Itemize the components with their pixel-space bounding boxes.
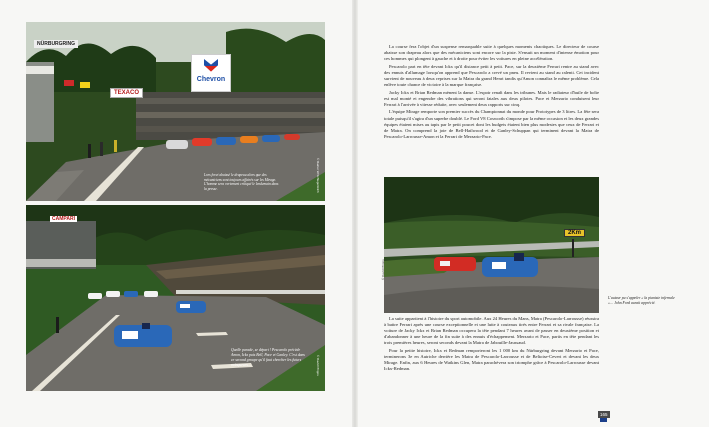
- paragraph-6: Pour la petite histoire, Ickx et Redman remporteront les 1 000 km du Nürburgring devant Merzario et Pace, terminerons 3e en Autriche derrière les Matra de Pescarolo-Larrousse et de Beltoise-Cevert et devant les deux Mirage. Enfin, aux 6 Heures de Watkins Glen, Matra parachèvera son triomphe grâce à Pescarolo-Larrousse devant Ickx-Redman.: [384, 347, 599, 372]
- bottom-race-photo: [26, 205, 325, 391]
- top-photo-caption: Lors fovet abaissé le drapeau alors que des mécaniciens sont toujours affairés sur les Mirage. L'homme sera vertement critiqué le lendemain dans la presse.: [204, 173, 279, 191]
- bottom-photo-credit: © David Phipps: [316, 355, 320, 376]
- right-photo-caption: L'auteur pu s'appeler « la pianiste infernale »… John Ford aurait apprécié.: [608, 296, 675, 305]
- texaco-sign: TEXACO: [110, 88, 143, 98]
- right-race-photo-image: [384, 177, 599, 313]
- chevron-sign-text: Chevron: [196, 76, 226, 83]
- chevron-logo-icon: [204, 59, 218, 73]
- paragraph-1: La course fera l'objet d'un suspense remarquable suite à quelques moments chaotiques. Le directeur de course abaisse son drapeau alors que des mécaniciens sont encore sur la piste. S'ensuit un moment d'intense émotion pour ces hommes qui plongent à gauche et à droite pour éviter les voitures en pleine accélération.: [384, 44, 599, 62]
- page-number: 165: [600, 412, 608, 417]
- paragraph-3: Jacky Ickx et Brian Redman mènent la danse. L'espoir renaît dans les tribunes. Mais le radiateur d'huile de boîte est mal monté et engendre des vibrations qui seront fatales aux deux pilotes. Pace et Merzario conduisent leur Ferrari à l'arrivée à vitesse réduite, avec seulement deux rapports sur cinq.: [384, 89, 599, 107]
- right-race-photo: [384, 177, 599, 313]
- paragraph-2: Pescarolo part en tête devant Ickx qu'il distance petit à petit. Pace, sur la deuxième Ferrari rentre au stand avec des ennuis d'allumage lorsqu'on apprend que Pescarolo a crevé un pneu. Il revient au stand au ralenti. Cet incident survient de nouveau à deux reprises sur la Matra du grand Henri tandis qu'Amon connaîtra le même problème. Cela enlève toute chance de victoire à la marque française.: [384, 63, 599, 88]
- book-gutter: [352, 0, 358, 427]
- nurburgring-sign: NÜRBURGRING: [34, 40, 78, 48]
- top-photo-credit: © Rainer W.Schlegelmilch: [316, 158, 320, 193]
- bottom-photo-caption: Quelle parade, se départ ! Pescarolo précède Amon, Ickx puis Bell, Pace et Ganley. C'est dans ce second groupe qu'il faut chercher les futurs vainqueurs…: [231, 348, 305, 367]
- article-body-top: [384, 44, 599, 176]
- chevron-sign: [191, 54, 231, 92]
- campari-sign: CAMPARI: [52, 216, 75, 222]
- right-photo-credit: © David Phipps: [381, 259, 385, 280]
- paragraph-4: L'équipe Mirage remporte son premier succès du Championnat du monde pour Prototypes de 3 litres. La fête sera totale puisqu'il s'agira d'un superbe doublé. Le Ford V8 Cosworth s'impose par la même occasion et les deux grandes équipes étaient mises au tapis par le petit poucet dont les budgets étaient bien plus modestes que ceux de Ferrari et de Matra. On comprend la joie de Bell-Hailwood et de Ganley-Schuppan qui terminent devant la Matra de Pescarolo-Larrousse-Amon et la Ferrari de Merzario-Pace.: [384, 109, 599, 139]
- distance-sign: 2Km: [564, 229, 585, 237]
- top-race-photo: [26, 22, 325, 201]
- paragraph-5: La suite appartient à l'histoire du sport automobile. Aux 24 Heures du Mans, Matra (Pescarolo-Larrousse) réussira à battre Ferrari après une course exceptionnelle et une lutte à couteaux tirés entre Ferrari et sa rivale française. La voiture de Jacky Ickx et Brian Redman occupera la tête pendant 7 heures avant de passer en deuxième position et d'abandonner à une heure de la fin suite à des ennuis d'échappement. Merzario et Pace, partis en tête pendant les trois premières heures, seront seconds devant la Matra de Jabouille-Jaussaud.: [384, 316, 599, 346]
- article-body-bottom: [384, 316, 599, 388]
